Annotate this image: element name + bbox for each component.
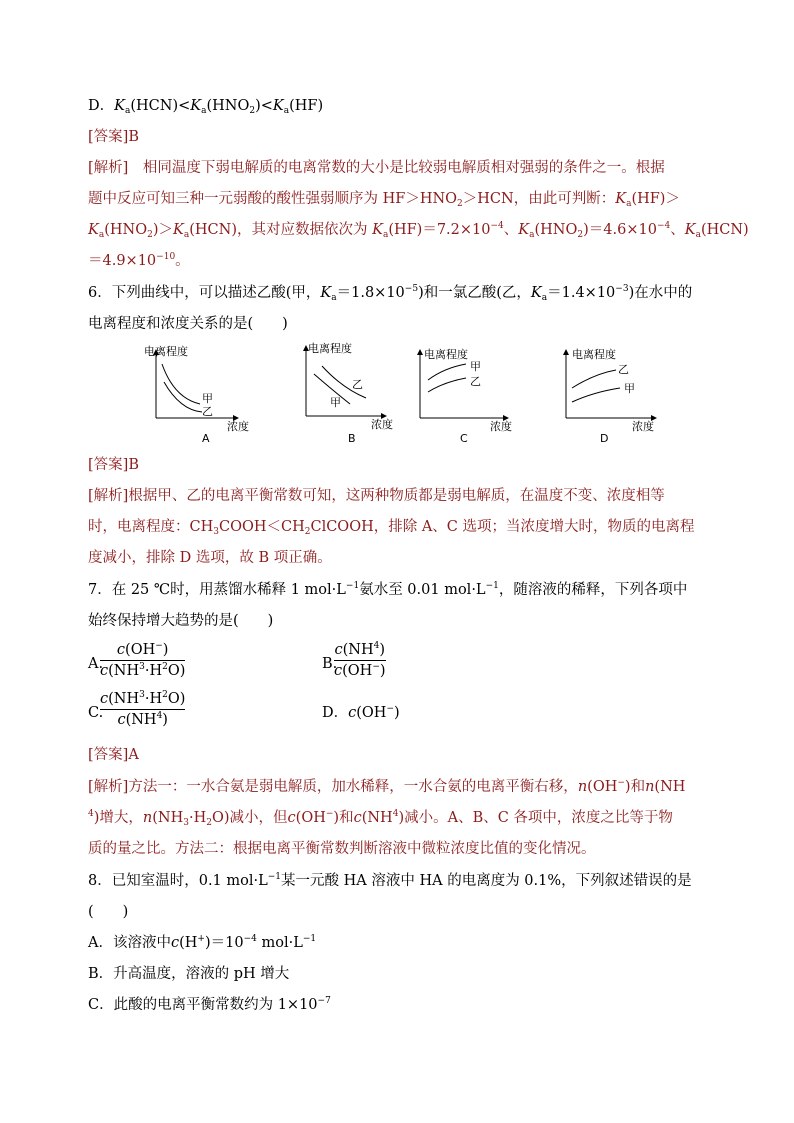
svg-text:甲: 甲	[202, 392, 213, 405]
q5-analysis-line3: $K_a(HNO_2)>K_a(HCN)$，其对应数据依次为 $K_a(HF)=7.2\times 10^{-4}$、$K_a(HNO_2)=4.6\times 10^{-4}$、$K_a(HCN)$	[88, 221, 749, 240]
curve-yi-c	[428, 378, 466, 392]
curve-jia-a	[162, 364, 200, 404]
q6-analysis-line1: [解析]根据甲、乙的电离平衡常数可知，这两种物质都是弱电解质，在温度不变、浓度相等	[88, 488, 665, 504]
q5-analysis-line2: 题中反应可知三种一元弱酸的酸性强弱顺序为 $HF>HNO_2>HCN$，由此可判断：$K_a(HF)>$	[88, 191, 680, 209]
q6-analysis-line3: 度减小，排除 D 选项，故 B 项正确。	[88, 550, 332, 566]
q8-option-a: A．该溶液中$c(H^+)=10^{-4}$ $mol\cdot L^{-1}$	[88, 934, 317, 951]
svg-text:乙: 乙	[470, 375, 481, 388]
q7-question-line1: 7．在 25 ℃时，用蒸馏水稀释 1 $mol\cdot L^{-1}$氨水至 0.01 $mol\cdot L^{-1}$，随溶液的稀释，下列各项中	[88, 581, 688, 598]
svg-text:浓度: 浓度	[490, 420, 512, 433]
q5-analysis-line1: [解析] 相同温度下弱电解质的电离常数的大小是比较弱电解质相对强弱的条件之一。根据	[88, 160, 665, 176]
q7-option-a-fraction: c(OH−) $c(NH^3\cdot H^2O)$	[100, 641, 186, 679]
svg-text:D: D	[600, 432, 609, 445]
svg-text:电离程度: 电离程度	[308, 342, 352, 355]
q8-question-line2: ( )	[88, 904, 129, 920]
q7-option-c-fraction: $c(NH^3\cdot H^2O)$ $c(NH^4)$	[100, 690, 186, 728]
q8-option-c: C．此酸的电离平衡常数约为 $1\times 10^{-7}$	[88, 996, 331, 1013]
q7-option-c-label: C.	[88, 705, 104, 721]
graph-c	[420, 347, 512, 445]
svg-text:B: B	[348, 432, 356, 445]
q7-option-b-fraction: $c(NH^4)$ c(OH−)	[334, 641, 386, 679]
q6-graphs	[140, 342, 670, 446]
curve-jia-c	[428, 364, 466, 380]
svg-text:电离程度: 电离程度	[424, 348, 468, 361]
q7-analysis-line3: 质的量之比。方法二：根据电离平衡常数判断溶液中微粒浓度比值的变化情况。	[88, 841, 596, 857]
svg-text:电离程度: 电离程度	[144, 345, 188, 358]
q5-answer: [答案]B	[88, 129, 139, 145]
curve-yi-d	[572, 370, 616, 388]
svg-text:乙: 乙	[202, 405, 213, 418]
q7-answer: [答案]A	[88, 747, 139, 763]
q6-question-line2: 电离程度和浓度关系的是( )	[88, 316, 288, 332]
curve-jia-d	[572, 388, 620, 402]
q5-analysis-line4: $=4.9\times 10^{-10}$。	[88, 252, 190, 269]
q7-option-a-label: A.	[88, 656, 104, 672]
svg-text:乙: 乙	[352, 378, 363, 391]
q6-question-line1: 6．下列曲线中，可以描述乙酸(甲，$K_a=1.8\times 10^{-5}$)和一氯乙酸(乙，$K_a=1.4\times 10^{-3}$)在水中的	[88, 284, 693, 303]
q6-answer: [答案]B	[88, 457, 139, 473]
curve-yi-a	[164, 382, 202, 412]
svg-text:浓度: 浓度	[371, 418, 393, 431]
graph-a	[144, 344, 249, 445]
svg-text:甲: 甲	[624, 382, 635, 395]
svg-text:C: C	[460, 432, 468, 445]
q6-analysis-line2: 时，电离程度：$CH_3COOH<CH_2ClCOOH$，排除 A、C 选项；当浓度增大时，物质的电离程	[88, 519, 695, 537]
q7-option-b-label: B.	[322, 656, 338, 672]
q7-analysis-line2: $^4$)增大，$n(NH_3\cdot H_2O)$减小，但c(OH−)和$c(NH^4)$减小。A、B、C 各项中，浓度之比等于物	[88, 809, 673, 828]
svg-text:A: A	[202, 432, 210, 445]
q8-question-line1: 8．已知室温时，0.1 $mol\cdot L^{-1}$某一元酸 HA 溶液中 HA 的电离度为 0.1%，下列叙述错误的是	[88, 872, 692, 889]
svg-text:甲: 甲	[470, 360, 481, 373]
svg-text:乙: 乙	[618, 363, 629, 376]
q7-analysis-line1: [解析]方法一：一水合氨是弱电解质，加水稀释，一水合氨的电离平衡右移，n(OH−)和n(NH	[88, 778, 686, 795]
graph-d	[566, 347, 654, 445]
q7-question-line2: 始终保持增大趋势的是( )	[88, 613, 274, 629]
q8-option-b: B．升高温度，溶液的 pH 增大	[88, 966, 290, 982]
svg-text:浓度: 浓度	[227, 420, 249, 433]
graph-b	[306, 342, 393, 445]
svg-text:甲: 甲	[330, 396, 341, 409]
q7-option-d: D．c(OH−)	[322, 704, 400, 721]
svg-text:浓度: 浓度	[632, 420, 654, 433]
q5-option-d: D．$K_a(HCN)<K_a(HNO_2)<K_a(HF)$	[88, 98, 324, 116]
svg-text:电离程度: 电离程度	[572, 348, 616, 361]
